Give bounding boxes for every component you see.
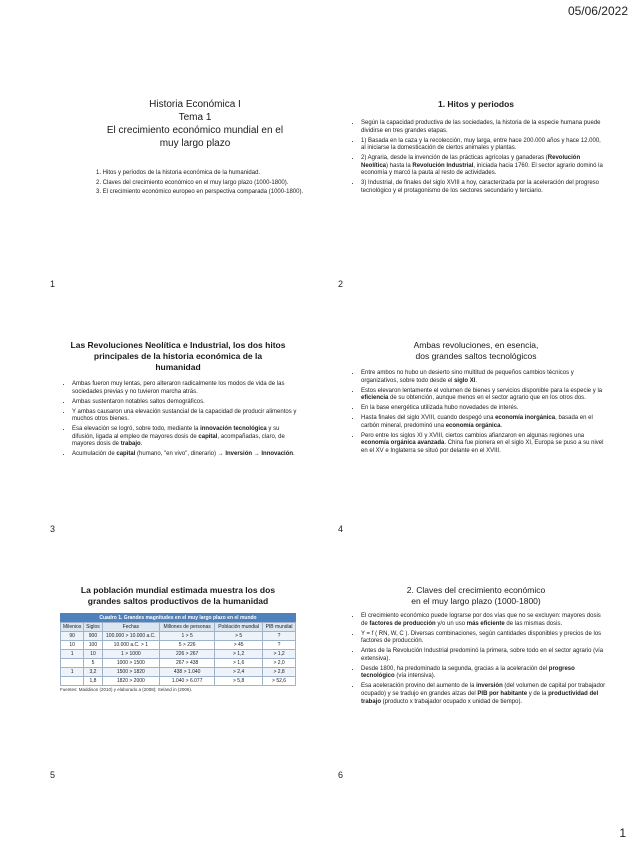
bullet: • Según la capacidad productiva de las sociedades, la historia de la especie humana puede dividirse en tres grandes etapas.: [361, 120, 607, 135]
bullet: • Ambas sustentaron notables saltos demográficos.: [72, 399, 298, 407]
bullet: • Hasta finales del siglo XVIII, cuando despegó una economía inorgánica, basada en el carbón mineral, predominó una economía orgánica.: [361, 415, 607, 430]
slide-number: 4: [338, 524, 344, 534]
slide-1: [70, 98, 320, 197]
slide-3-bullets: [58, 381, 298, 459]
population-table: [60, 613, 296, 686]
table-row: 5 1000 > 1500 267 > 438 > 1,6 > 2,0: [61, 659, 296, 668]
table-source: Fuentes: Maddison (2010) y elaborado a (2008); Seland in (2006).: [60, 687, 193, 692]
bullet: • Entre ambos no hubo un desierto sino multitud de pequeños cambios técnicos y organizativos, sobre todo desde el siglo XI.: [361, 370, 607, 385]
slide-2: [345, 98, 607, 198]
slide-3-title: Las Revoluciones Neolítica e Industrial, los dos hitos principales de la historia económica de la humanidad: [70, 340, 286, 372]
bullet: • Ambas fueron muy lentas, pero alteraron radicalmente los modos de vida de las sociedades previas y no tuvieron marcha atrás.: [72, 381, 298, 396]
slide-1-agenda: [70, 170, 320, 197]
column-header: Millones de personas: [160, 623, 215, 632]
table-row: 90 900 100.000 > 10.000 a.C. 1 > 5 > 5 ?: [61, 632, 296, 641]
slide-5-title: La población mundial estimada muestra los dos grandes saltos productivos de la humanidad: [80, 585, 276, 606]
page-number: 1: [619, 826, 626, 840]
slide-number: 2: [338, 279, 344, 289]
slide-number: 6: [338, 770, 344, 780]
bullet: • Estos elevaron lentamente el volumen de bienes y servicios disponible para la especie y la eficiencia de su obtención, aunque menos en el sector agrario que en los otros dos.: [361, 388, 607, 403]
slide-2-bullets: [345, 120, 607, 196]
table-row: 1 10 1 > 1000 226 > 267 > 1,2 > 1,2: [61, 650, 296, 659]
column-header: PIB mundial: [263, 623, 296, 632]
table-row: 10 100 10.000 a.C. > 1 5 > 226 > 45 ?: [61, 641, 296, 650]
bullet: • El crecimiento económico puede lograrse por dos vías que no se excluyen: mayores dosis de factores de producción y/o un uso más eficiente de las mismas dosis.: [361, 613, 607, 628]
column-header: Siglos: [84, 623, 102, 632]
slide-4-bullets: [345, 370, 607, 456]
bullet: • 1) Basada en la caza y la recolección, muy larga, entre hace 200.000 años y hace 12.000, al iniciarse la domesticación de ciertos animales y plantas.: [361, 138, 607, 153]
bullet: • Esa elevación se logró, sobre todo, mediante la innovación tecnológica y su difusión, ligada al empleo de mayores dosis de capital, acompañadas, claro, de mayores dosis de trabajo.: [72, 426, 298, 449]
bullet: • 2) Agraria, desde la invención de las prácticas agrícolas y ganaderas (Revolución Neolítica) hasta la Revolución Industrial, iniciada hacia 1760. El sector agrario dominó la economía y marcó la pauta al resto de actividades.: [361, 155, 607, 178]
bullet: • Desde 1800, ha predominado la segunda, gracias a la aceleración del progreso tecnológico (vía intensiva).: [361, 666, 607, 681]
slide-6: [345, 585, 607, 708]
slide-2-title: 1. Hitos y periodos: [437, 99, 515, 109]
bullet: • 3) Industrial, de finales del siglo XVIII a hoy, caracterizada por la aceleración del progreso tecnológico y el protagonismo de los sectores secundario y terciario.: [361, 180, 607, 195]
bullet: • En la base energética utilizada hubo novedades de interés.: [361, 405, 607, 413]
slide-number: 5: [50, 770, 56, 780]
agenda-item: 1. Hitos y períodos de la historia económica de la humanidad.: [96, 170, 261, 176]
table-caption: Cuadro 1. Grandes magnitudes en el muy largo plazo en el mundo: [60, 613, 296, 622]
slide-6-title: 2. Claves del crecimiento económico en el muy largo plazo (1000-1800): [406, 585, 546, 606]
bullet: • Y ambas causaron una elevación sustancial de la capacidad de producir alimentos y muchos otros bienes.: [72, 409, 298, 424]
column-header: Población mundial: [215, 623, 263, 632]
column-header: Milenios: [61, 623, 84, 632]
column-header: Fechas: [102, 623, 160, 632]
bullet: • Acumulación de capital (humano, "en vivo", dinerario) → Inversión → Innovación.: [72, 451, 298, 459]
bullet: • Y = f ( RN, W, C ). Diversas combinaciones, según cantidades disponibles y precios de los factores de producción.: [361, 631, 607, 646]
agenda-item: 2. Claves del crecimiento económico en el muy largo plazo (1000-1800).: [96, 179, 289, 186]
slide-6-bullets: [345, 613, 607, 706]
bullet: • Esa aceleración provino del aumento de la inversión (del volumen de capital por trabajador ocupado) y se tradujo en grandes alzas del PIB por habitante y de la productividad del trabajo (producto x trabajador ocupado x unidad de tiempo).: [361, 683, 607, 706]
bullet: • Antes de la Revolución Industrial predominó la primera, sobre todo en el sector agrario (vía extensiva).: [361, 648, 607, 663]
slide-number: 3: [50, 524, 56, 534]
table-row: 1,8 1820 > 2000 1.040 > 6.077 > 5,8 > 52,6: [61, 677, 296, 686]
slide-1-title: Historia Económica I Tema 1 El crecimiento económico mundial en el muy largo plazo: [106, 99, 284, 149]
slide-number: 1: [50, 279, 56, 289]
slide-4-title: Ambas revoluciones, en esencia, dos grandes saltos tecnológicos: [413, 340, 539, 361]
print-date: 05/06/2022: [567, 4, 628, 18]
slide-4: [345, 340, 607, 458]
table-header-row: [61, 623, 296, 632]
slide-3: [58, 340, 298, 461]
table-row: 1 3,2 1500 > 1820 438 > 1.040 > 2,4 > 2,8: [61, 668, 296, 677]
agenda-item: 3. El crecimiento económico europeo en perspectiva comparada (1000-1800).: [96, 189, 304, 196]
bullet: • Pero entre los siglos XI y XVIII, ciertos cambios afianzaron en algunas regiones una economía orgánica avanzada. China fue pionera en el siglo XI, Europa se puso a su nivel en el XV e Inglaterra se situó por delante en el XVIII.: [361, 433, 607, 456]
slide-5: [60, 585, 296, 692]
